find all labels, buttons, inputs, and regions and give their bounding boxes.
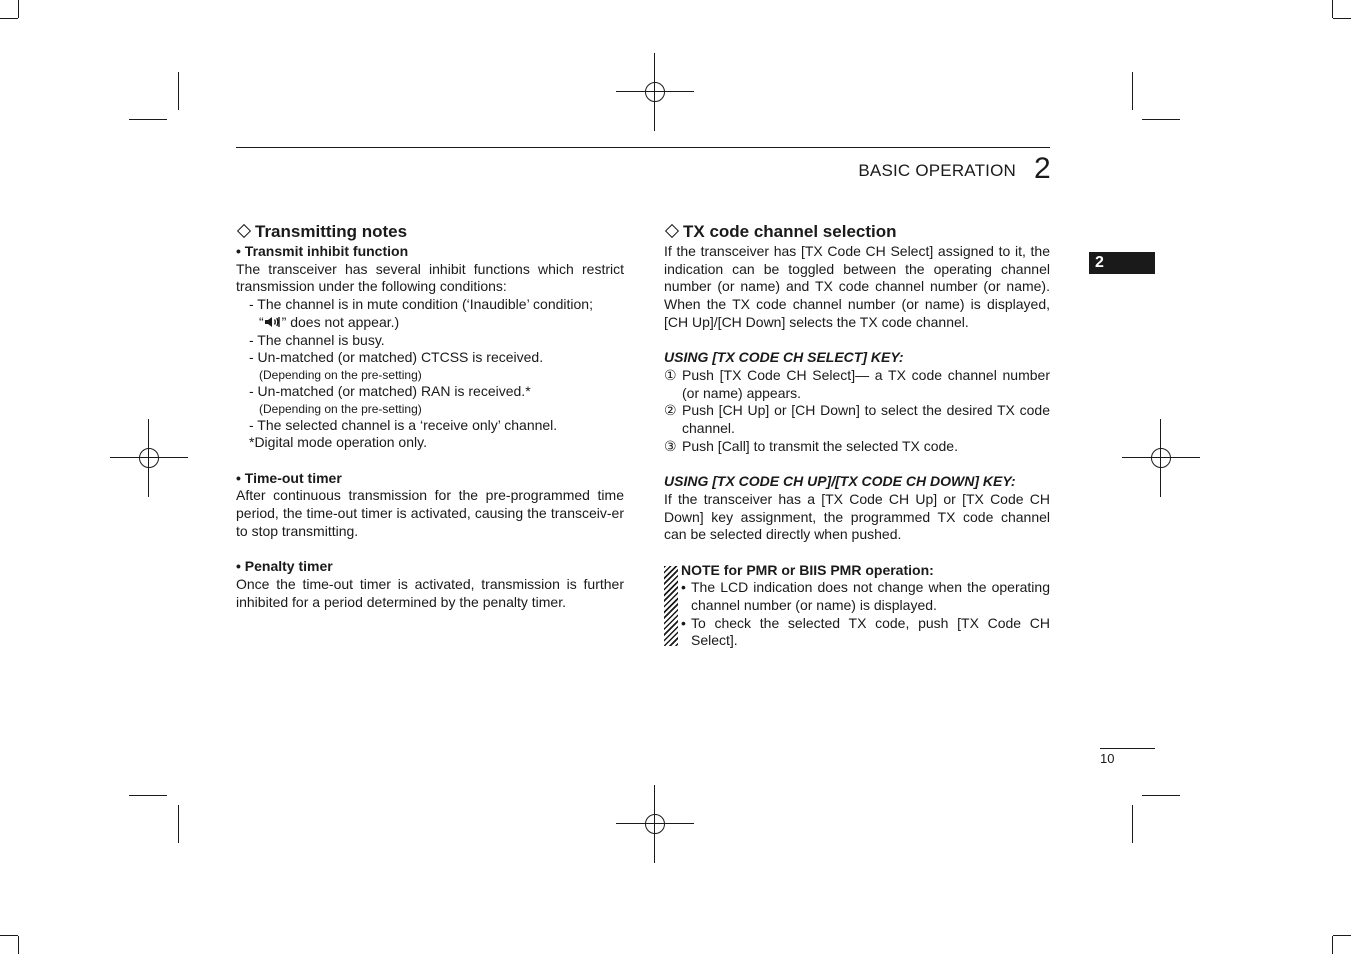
- section-heading: [664, 221, 1050, 243]
- condition-note: (Depending on the pre-setting): [259, 401, 422, 416]
- crop-mark: [1333, 935, 1351, 936]
- crop-mark: [18, 936, 19, 954]
- page-number: 10: [1100, 751, 1115, 766]
- trim-mark: [1142, 119, 1180, 120]
- section-heading: [236, 221, 624, 243]
- condition-item: - The selected channel is a ‘receive only’ channel.: [249, 416, 558, 433]
- quote-open: “: [259, 313, 264, 330]
- diamond-icon: [237, 224, 251, 238]
- step-item: [664, 438, 1050, 456]
- registration-mark-icon: [616, 785, 694, 863]
- condition-item: - Un-matched (or matched) RAN is received.*: [249, 382, 531, 399]
- step-text: Push [TX Code CH Select]— a TX code channel number (or name) appears.: [682, 366, 1050, 401]
- condition-item-cont: [236, 314, 624, 332]
- crop-mark: [18, 0, 19, 18]
- step-number: ②: [664, 402, 677, 419]
- registration-mark-icon: [616, 53, 694, 131]
- trim-mark: [178, 805, 179, 843]
- diamond-icon: [665, 224, 679, 238]
- note-bullet: • The LCD indication does not change when the operating channel number (or name) is displayed.: [681, 579, 1050, 614]
- header-rule: [236, 147, 1050, 148]
- step-text: Push [CH Up] or [CH Down] to select the desired TX code channel.: [682, 402, 1050, 437]
- paragraph: The transceiver has several inhibit functions which restrict transmission under the following conditions:: [236, 260, 624, 295]
- note-bullet-text: The LCD indication does not change when the operating channel number (or name) is displayed.: [691, 579, 1050, 614]
- footer-rule: [1100, 748, 1155, 749]
- step-text: Push [Call] to transmit the selected TX code.: [682, 437, 958, 454]
- note-bullet: • To check the selected TX code, push [TX Code CH Select].: [681, 614, 1050, 649]
- chapter-number: 2: [1034, 152, 1051, 185]
- section-title: BASIC OPERATION: [858, 161, 1016, 180]
- registration-mark-icon: [1122, 419, 1200, 497]
- condition-item-text: ” does not appear.): [281, 313, 400, 330]
- trim-mark: [178, 72, 179, 110]
- subheading: • Penalty timer: [236, 558, 333, 575]
- subheading: • Transmit inhibit function: [236, 243, 409, 259]
- note-box: [664, 562, 1050, 651]
- condition-note: (Depending on the pre-setting): [259, 367, 422, 382]
- heading-text: TX code channel selection: [683, 222, 897, 241]
- crop-mark: [0, 935, 18, 936]
- paragraph: Once the time-out timer is activated, transmission is further inhibited for a period determined by the penalty timer.: [236, 575, 624, 610]
- crop-mark: [1332, 936, 1333, 954]
- speaker-icon: [264, 316, 282, 328]
- subheading: • Time-out timer: [236, 469, 342, 486]
- crop-mark: [1333, 18, 1351, 19]
- note-bullet-text: To check the selected TX code, push [TX Code CH Select].: [691, 614, 1050, 649]
- left-column: [236, 221, 624, 611]
- condition-item: - Un-matched (or matched) CTCSS is received.: [249, 349, 544, 366]
- subheading: USING [TX CODE CH UP]/[TX CODE CH DOWN] KEY:: [664, 473, 1016, 490]
- heading-text: Transmitting notes: [255, 222, 408, 241]
- trim-mark: [1132, 805, 1133, 843]
- condition-item: - The channel is busy.: [249, 331, 385, 348]
- trim-mark: [1132, 72, 1133, 110]
- registration-mark-icon: [110, 419, 188, 497]
- crop-mark: [1332, 0, 1333, 18]
- step-number: ③: [664, 437, 677, 454]
- trim-mark: [1142, 795, 1180, 796]
- step-item: [664, 402, 1050, 437]
- chapter-tab: 2: [1089, 252, 1155, 274]
- paragraph: After continuous transmission for the pre-programmed time period, the time-out timer is activated, causing the transceiv-er to stop transmitting.: [236, 487, 624, 539]
- step-number: ①: [664, 366, 677, 383]
- step-item: [664, 367, 1050, 402]
- condition-item: - The channel is in mute condition (‘Inaudible’ condition;: [249, 296, 593, 313]
- paragraph: If the transceiver has [TX Code CH Select] assigned to it, the indication can be toggled between the operating channel number (or name) and TX code channel number (or name). When the TX code channel number (or name) is displayed, [CH Up]/[CH Down] selects the TX code channel.: [664, 243, 1050, 330]
- trim-mark: [129, 795, 167, 796]
- note-hatch-icon: [664, 566, 678, 646]
- subheading: USING [TX CODE CH SELECT] KEY:: [664, 349, 904, 366]
- note-title: NOTE for PMR or BIIS PMR operation:: [681, 561, 934, 578]
- right-column: [664, 221, 1050, 650]
- paragraph: If the transceiver has a [TX Code CH Up] or [TX Code CH Down] key assignment, the programmed TX code channel can be selected directly when pushed.: [664, 490, 1050, 543]
- trim-mark: [129, 119, 167, 120]
- footnote: *Digital mode operation only.: [249, 434, 427, 451]
- crop-mark: [0, 18, 18, 19]
